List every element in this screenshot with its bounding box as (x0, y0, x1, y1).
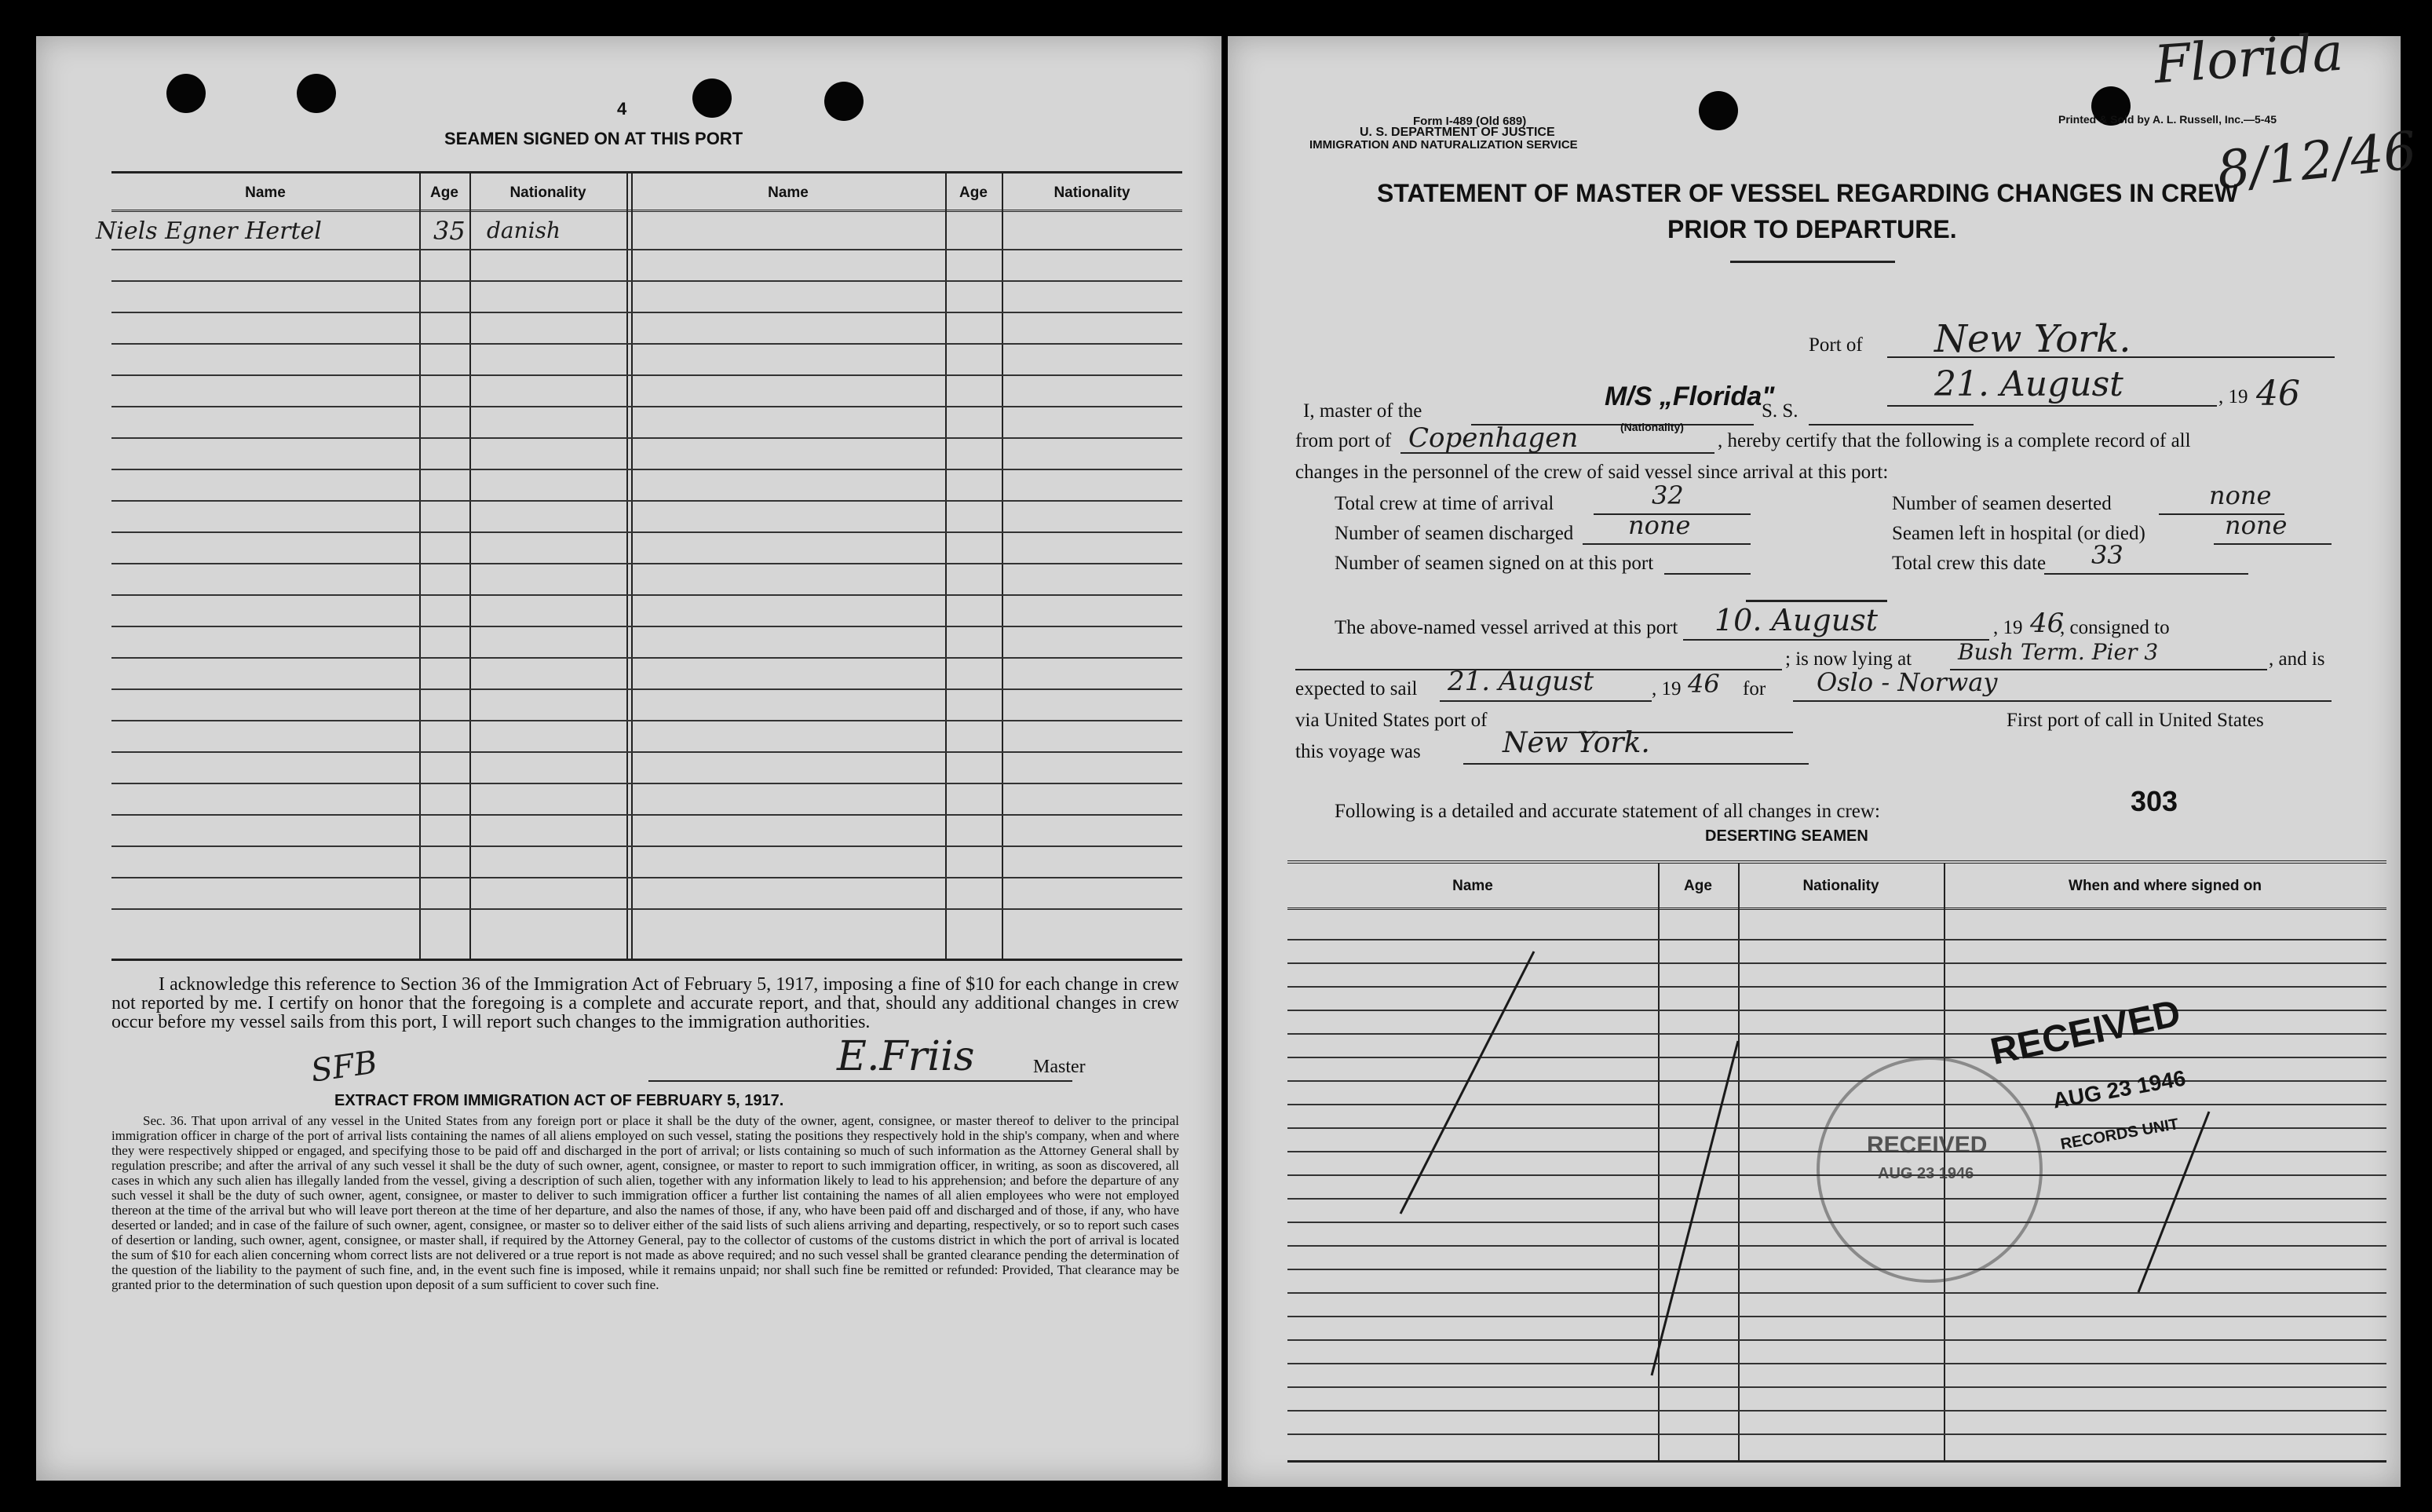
master-label: Master (1033, 1057, 1086, 1077)
expected-year: 46 (1688, 669, 1720, 699)
column-header-nationality: Nationality (509, 184, 586, 201)
arrived-year-prefix: , 19 (1993, 617, 2023, 638)
for-value: Oslo - Norway (1817, 667, 1998, 697)
column-header-nationality: Nationality (1054, 184, 1130, 201)
expected-value: 21. August (1448, 666, 1594, 697)
handwritten-date: 8/12/46 (2214, 119, 2419, 202)
acknowledgement-text: I acknowledge this reference to Section 36 of the Immigration Act of February 5, 1917, imposing a fine of $10 for each change in crew not reported by me. I certify on honor that the foregoing is a complete and accurate report, and that, should any additional changes in crew occur before my vessel sails from this port, I will report such changes to the immigration authorities. (111, 974, 1179, 1032)
initials: SFB (309, 1044, 380, 1090)
punch-hole (692, 79, 732, 118)
arrived-year: 46 (2030, 608, 2065, 639)
stat-label-total-crew: Total crew this date (1892, 553, 2047, 574)
expected-label: expected to sail (1295, 678, 1418, 699)
master-of-label: I, master of the (1303, 400, 1422, 422)
voyage-label: this voyage was (1295, 741, 1421, 762)
form-subtitle: PRIOR TO DEPARTURE. (1667, 215, 1957, 243)
punch-hole (824, 82, 864, 121)
stat-value-deserted: none (2209, 480, 2272, 510)
certify-text: , hereby certify that the following is a complete record of all (1718, 430, 2191, 451)
following-text: Following is a detailed and accurate statement of all changes in crew: (1335, 801, 1880, 822)
seaman-age: 35 (433, 216, 466, 246)
handwritten-corner-note: Florida (2152, 21, 2346, 96)
port-value: New York. (1934, 317, 2131, 361)
stat-value-hospital: none (2225, 510, 2288, 540)
year-value: 46 (2256, 374, 2300, 414)
stat-value-discharged: none (1628, 510, 1691, 540)
column-header-signed-on: When and where signed on (2069, 878, 2262, 894)
stat-value-total-crew: 33 (2091, 540, 2123, 570)
arrived-label: The above-named vessel arrived at this port (1335, 617, 1678, 638)
service: IMMIGRATION AND NATURALIZATION SERVICE (1309, 138, 1578, 152)
column-header-age: Age (959, 184, 988, 201)
form-title: STATEMENT OF MASTER OF VESSEL REGARDING CHANGES IN CREW (1377, 179, 2238, 207)
stat-label-hospital: Seamen left in hospital (or died) (1892, 523, 2145, 544)
round-stamp-date: AUG 23 1946 (1878, 1165, 1974, 1182)
pen-strokes (1228, 36, 2401, 1487)
column-header-age: Age (1684, 878, 1712, 894)
printer: Printed & Sold by A. L. Russell, Inc.—5-45 (2058, 113, 2277, 126)
punch-hole (297, 74, 336, 113)
department: U. S. DEPARTMENT OF JUSTICE (1360, 126, 1555, 139)
stat-label-signed-on: Number of seamen signed on at this port (1335, 553, 1654, 574)
consigned-label: , consigned to (2060, 617, 2170, 638)
port-label: Port of (1809, 334, 1863, 356)
received-stamp: RECEIVED (1987, 992, 2185, 1073)
column-header-name: Name (1452, 878, 1493, 894)
column-header-name: Name (768, 184, 809, 201)
expected-year-prefix: , 19 (1652, 678, 1682, 699)
column-header-nationality: Nationality (1802, 878, 1879, 894)
round-stamp-received: RECEIVED (1867, 1132, 1988, 1158)
via-label: via United States port of (1295, 710, 1488, 731)
ss-label: S. S. (1762, 400, 1798, 422)
column-header-name: Name (245, 184, 286, 201)
lying-label: ; is now lying at (1785, 648, 1912, 670)
signature-line (648, 1080, 1072, 1082)
year-prefix: , 19 (2218, 386, 2248, 407)
form-number: Form I-489 (Old 689) (1413, 115, 1527, 128)
date-value: 21. August (1934, 364, 2123, 404)
diagonal-pen-stroke (1652, 1041, 1738, 1375)
changes-text: changes in the personnel of the crew of said vessel since arrival at this port: (1295, 462, 1889, 483)
punch-hole (166, 74, 206, 113)
master-signature: E.Friis (837, 1033, 975, 1080)
left-page-title: SEAMEN SIGNED ON AT THIS PORT (444, 129, 743, 148)
nationality-caption: (Nationality) (1620, 421, 1684, 433)
seaman-name: Niels Egner Hertel (96, 217, 322, 245)
left-page (36, 36, 1221, 1481)
stat-label-deserted: Number of seamen deserted (1892, 493, 2112, 514)
seaman-nationality: danish (487, 217, 561, 243)
stat-value-total-arrival: 32 (1652, 480, 1684, 510)
for-label: for (1743, 678, 1766, 699)
column-header-age: Age (430, 184, 458, 201)
from-port-label: from port of (1295, 430, 1392, 451)
stamp-number: 303 (2131, 785, 2178, 817)
deserting-title: DESERTING SEAMEN (1705, 827, 1868, 845)
lying-value: Bush Term. Pier 3 (1958, 639, 2159, 665)
received-stamp-date: AUG 23 1946 (2050, 1065, 2188, 1113)
right-page (1228, 21, 2419, 1487)
extract-title: EXTRACT FROM IMMIGRATION ACT OF FEBRUARY 5, 1917. (334, 1092, 784, 1109)
vessel-value: M/S „Florida" (1605, 382, 1775, 411)
stat-label-discharged: Number of seamen discharged (1335, 523, 1574, 544)
diagonal-pen-stroke (1400, 951, 1534, 1214)
extract-text: Sec. 36. That upon arrival of any vessel in the United States from any foreign port or place it shall be the duty of the owner, agent, consignee, or master thereof to deliver to the principal immigration officer in charge of the port of arrival lists containing the names of all aliens employed on such vessel, stating the positions they respectively hold in the ship's company, when and where they were respectively shipped or engaged, and specifying those to be paid off and discharged in the port of arrival; or lists containing so much of such information as the Attorney General shall by regulation prescribe; and after the arrival of any such vessel it shall be the duty of such owner, agent, consignee, or master to report to such immigration officer, in writing, as soon as discovered, all cases in which any such alien has illegally landed from the vessel, giving a description of such alien, together with any information likely to lead to his apprehension; and before the departure of any such vessel it shall be the duty of such owner, agent, consignee, or master to deliver to such immigration officer a further list containing the names of all alien employees who were not employed thereon at the time of the arrival but who will leave port thereon at the time of her departure, and also the names of those, if any, who have been paid off and discharged and of those, if any, who have deserted or landed; and in case of the failure of such owner, agent, consignee, or master so to deliver either of the said lists of such aliens arriving and departing, respectively, or so to report such cases of desertion or landing, such owner, agent, consignee, or master shall, if required by the Attorney General, pay to the collector of customs of the customs district in which the port of arrival is located the sum of $10 for each alien concerning whom correct lists are not delivered or a true report is not made as above required; and no such vessel shall be granted clearance pending the determination of the question of the liability to the payment of such fine, and, in the event such fine is imposed, while it remains unpaid; nor shall such fine be remitted or refunded: Provided, That clearance may be granted prior to the determination of such question upon deposit of a sum sufficient to cover such fine. (111, 1113, 1179, 1292)
stat-label-total-arrival: Total crew at time of arrival (1335, 493, 1554, 514)
voyage-value: New York. (1503, 727, 1650, 759)
first-port-label: First port of call in United States (2007, 710, 2264, 731)
page-number: 4 (617, 99, 627, 119)
round-ink-stamp (1817, 1057, 2043, 1283)
seamen-signed-on-table (96, 171, 1182, 961)
arrived-value: 10. August (1714, 603, 1878, 637)
received-stamp-section: RECORDS UNIT (2059, 1115, 2180, 1154)
and-is-label: , and is (2269, 648, 2325, 670)
from-port-value: Copenhagen (1408, 422, 1579, 454)
